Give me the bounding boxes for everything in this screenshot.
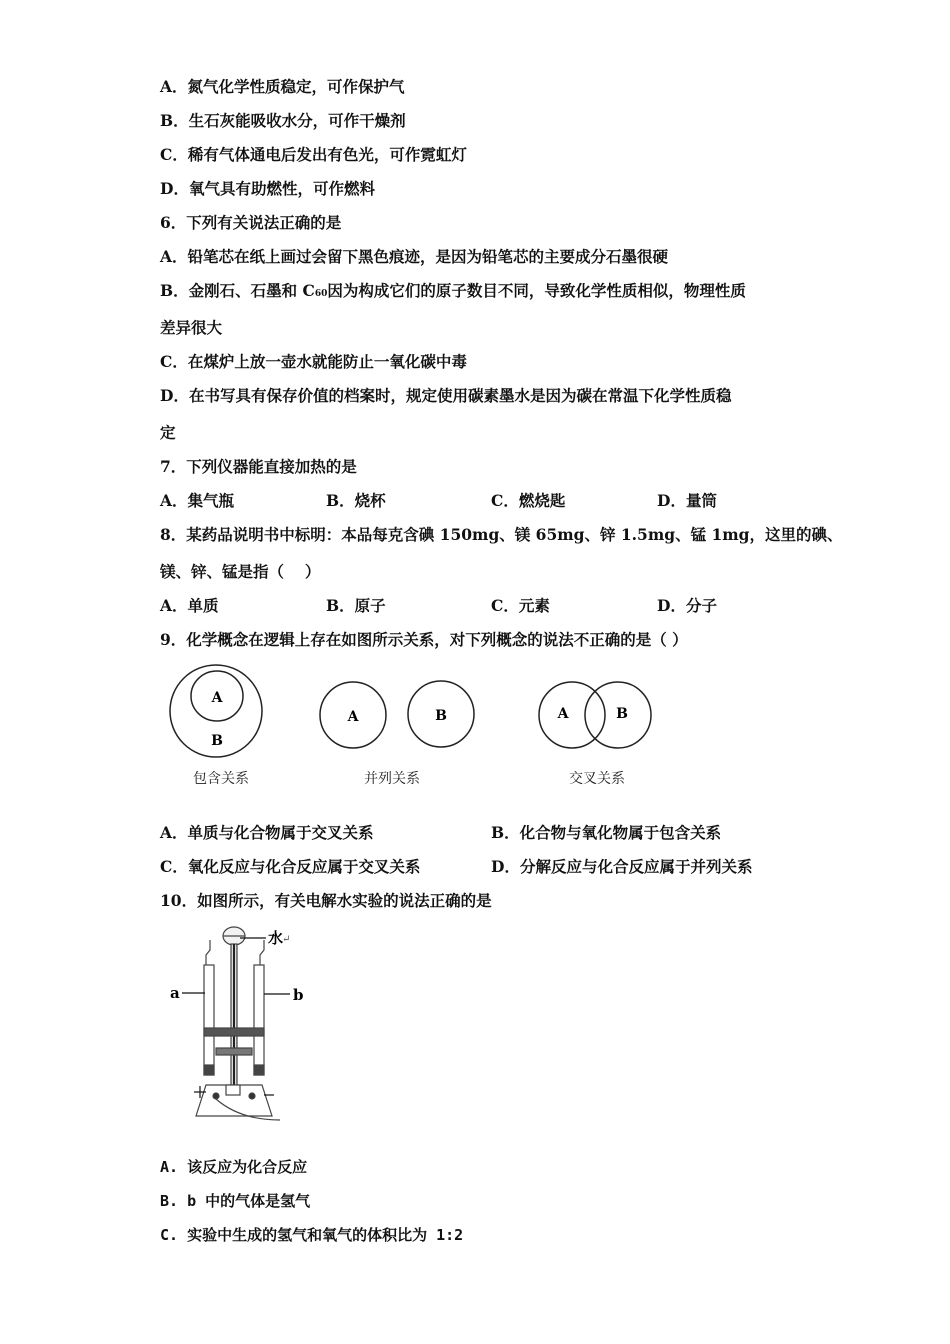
q5-option-b: B．生石灰能吸收水分，可作干燥剂: [160, 111, 406, 130]
q10-option-c: C. 实验中生成的氢气和氧气的体积比为 1:2: [160, 1226, 464, 1244]
q6-option-d-cont: 定: [160, 423, 176, 442]
q7-option-a: A．集气瓶: [160, 491, 235, 510]
q9-option-a: A．单质与化合物属于交叉关系: [160, 823, 374, 842]
label-water: 水: [268, 929, 284, 947]
cross-diagram: [539, 682, 651, 748]
q5-option-c: C．稀有气体通电后发出有色光，可作霓虹灯: [160, 145, 467, 164]
q9-option-b: B．化合物与氧化物属于包含关系: [491, 823, 722, 842]
q8-option-a: A．单质: [160, 596, 219, 615]
caption-cross: 交叉关系: [569, 771, 625, 787]
q7-option-b: B．烧杯: [326, 491, 386, 510]
q10-stem: 10．如图所示，有关电解水实验的说法正确的是: [160, 891, 492, 910]
caption-parallel: 并列关系: [364, 771, 420, 787]
return-mark-icon: ↵: [282, 934, 291, 945]
parallel-diagram: [320, 681, 474, 748]
contain-label-a: A: [211, 690, 223, 706]
q7-option-d: D．量筒: [657, 491, 717, 510]
q10-option-b: B. b 中的气体是氢气: [160, 1192, 311, 1210]
q8-stem-cont: 镁、锌、锰是指（ ）: [160, 562, 321, 581]
q6-option-a: A．铅笔芯在纸上画过会留下黑色痕迹，是因为铅笔芯的主要成分石墨很硬: [160, 247, 669, 266]
q6-option-b-cont: 差异很大: [160, 318, 223, 337]
q6-option-d: D．在书写具有保存价值的档案时，规定使用碳素墨水是因为碳在常温下化学性质稳: [160, 386, 732, 405]
q9-stem: 9．化学概念在逻辑上存在如图所示关系，对下列概念的说法不正确的是（ ）: [160, 630, 688, 649]
q10-option-a: A. 该反应为化合反应: [160, 1158, 308, 1176]
contain-label-b: B: [211, 733, 223, 749]
venn-diagrams: [150, 655, 670, 765]
q8-stem: 8．某药品说明书中标明：本品每克含碘 150mg、镁 65mg、锌 1.5mg、锰 1mg，这里的碘、: [160, 525, 843, 544]
label-a: a: [170, 984, 180, 1002]
q6-option-b-pre: B．金刚石、石墨和 C: [160, 281, 315, 300]
caption-contain: 包含关系: [193, 771, 249, 787]
parallel-label-a: A: [347, 709, 359, 725]
q9-option-d: D．分解反应与化合反应属于并列关系: [491, 857, 753, 876]
q7-stem: 7．下列仪器能直接加热的是: [160, 457, 357, 476]
q8-option-c: C．元素: [491, 596, 550, 615]
c60-subscript: 60: [314, 289, 328, 299]
q8-option-b: B．原子: [326, 596, 386, 615]
cross-label-b: B: [616, 706, 628, 722]
q6-option-b-post: 因为构成它们的原子数目不同，导致化学性质相似，物理性质: [327, 281, 746, 300]
q6-option-c: C．在煤炉上放一壶水就能防止一氧化碳中毒: [160, 352, 467, 371]
q8-option-d: D．分子: [657, 596, 717, 615]
q6-option-b: [160, 281, 746, 304]
parallel-label-b: B: [435, 708, 447, 724]
q9-option-c: C．氧化反应与化合反应属于交叉关系: [160, 857, 421, 876]
q5-option-a: A．氮气化学性质稳定，可作保护气: [160, 77, 405, 96]
label-b: b: [293, 986, 304, 1004]
electrolysis-apparatus: [160, 920, 330, 1130]
cross-label-a: A: [557, 706, 569, 722]
q7-option-c: C．燃烧匙: [491, 491, 566, 510]
q6-stem: 6．下列有关说法正确的是: [160, 213, 342, 232]
q5-option-d: D．氧气具有助燃性，可作燃料: [160, 179, 375, 198]
